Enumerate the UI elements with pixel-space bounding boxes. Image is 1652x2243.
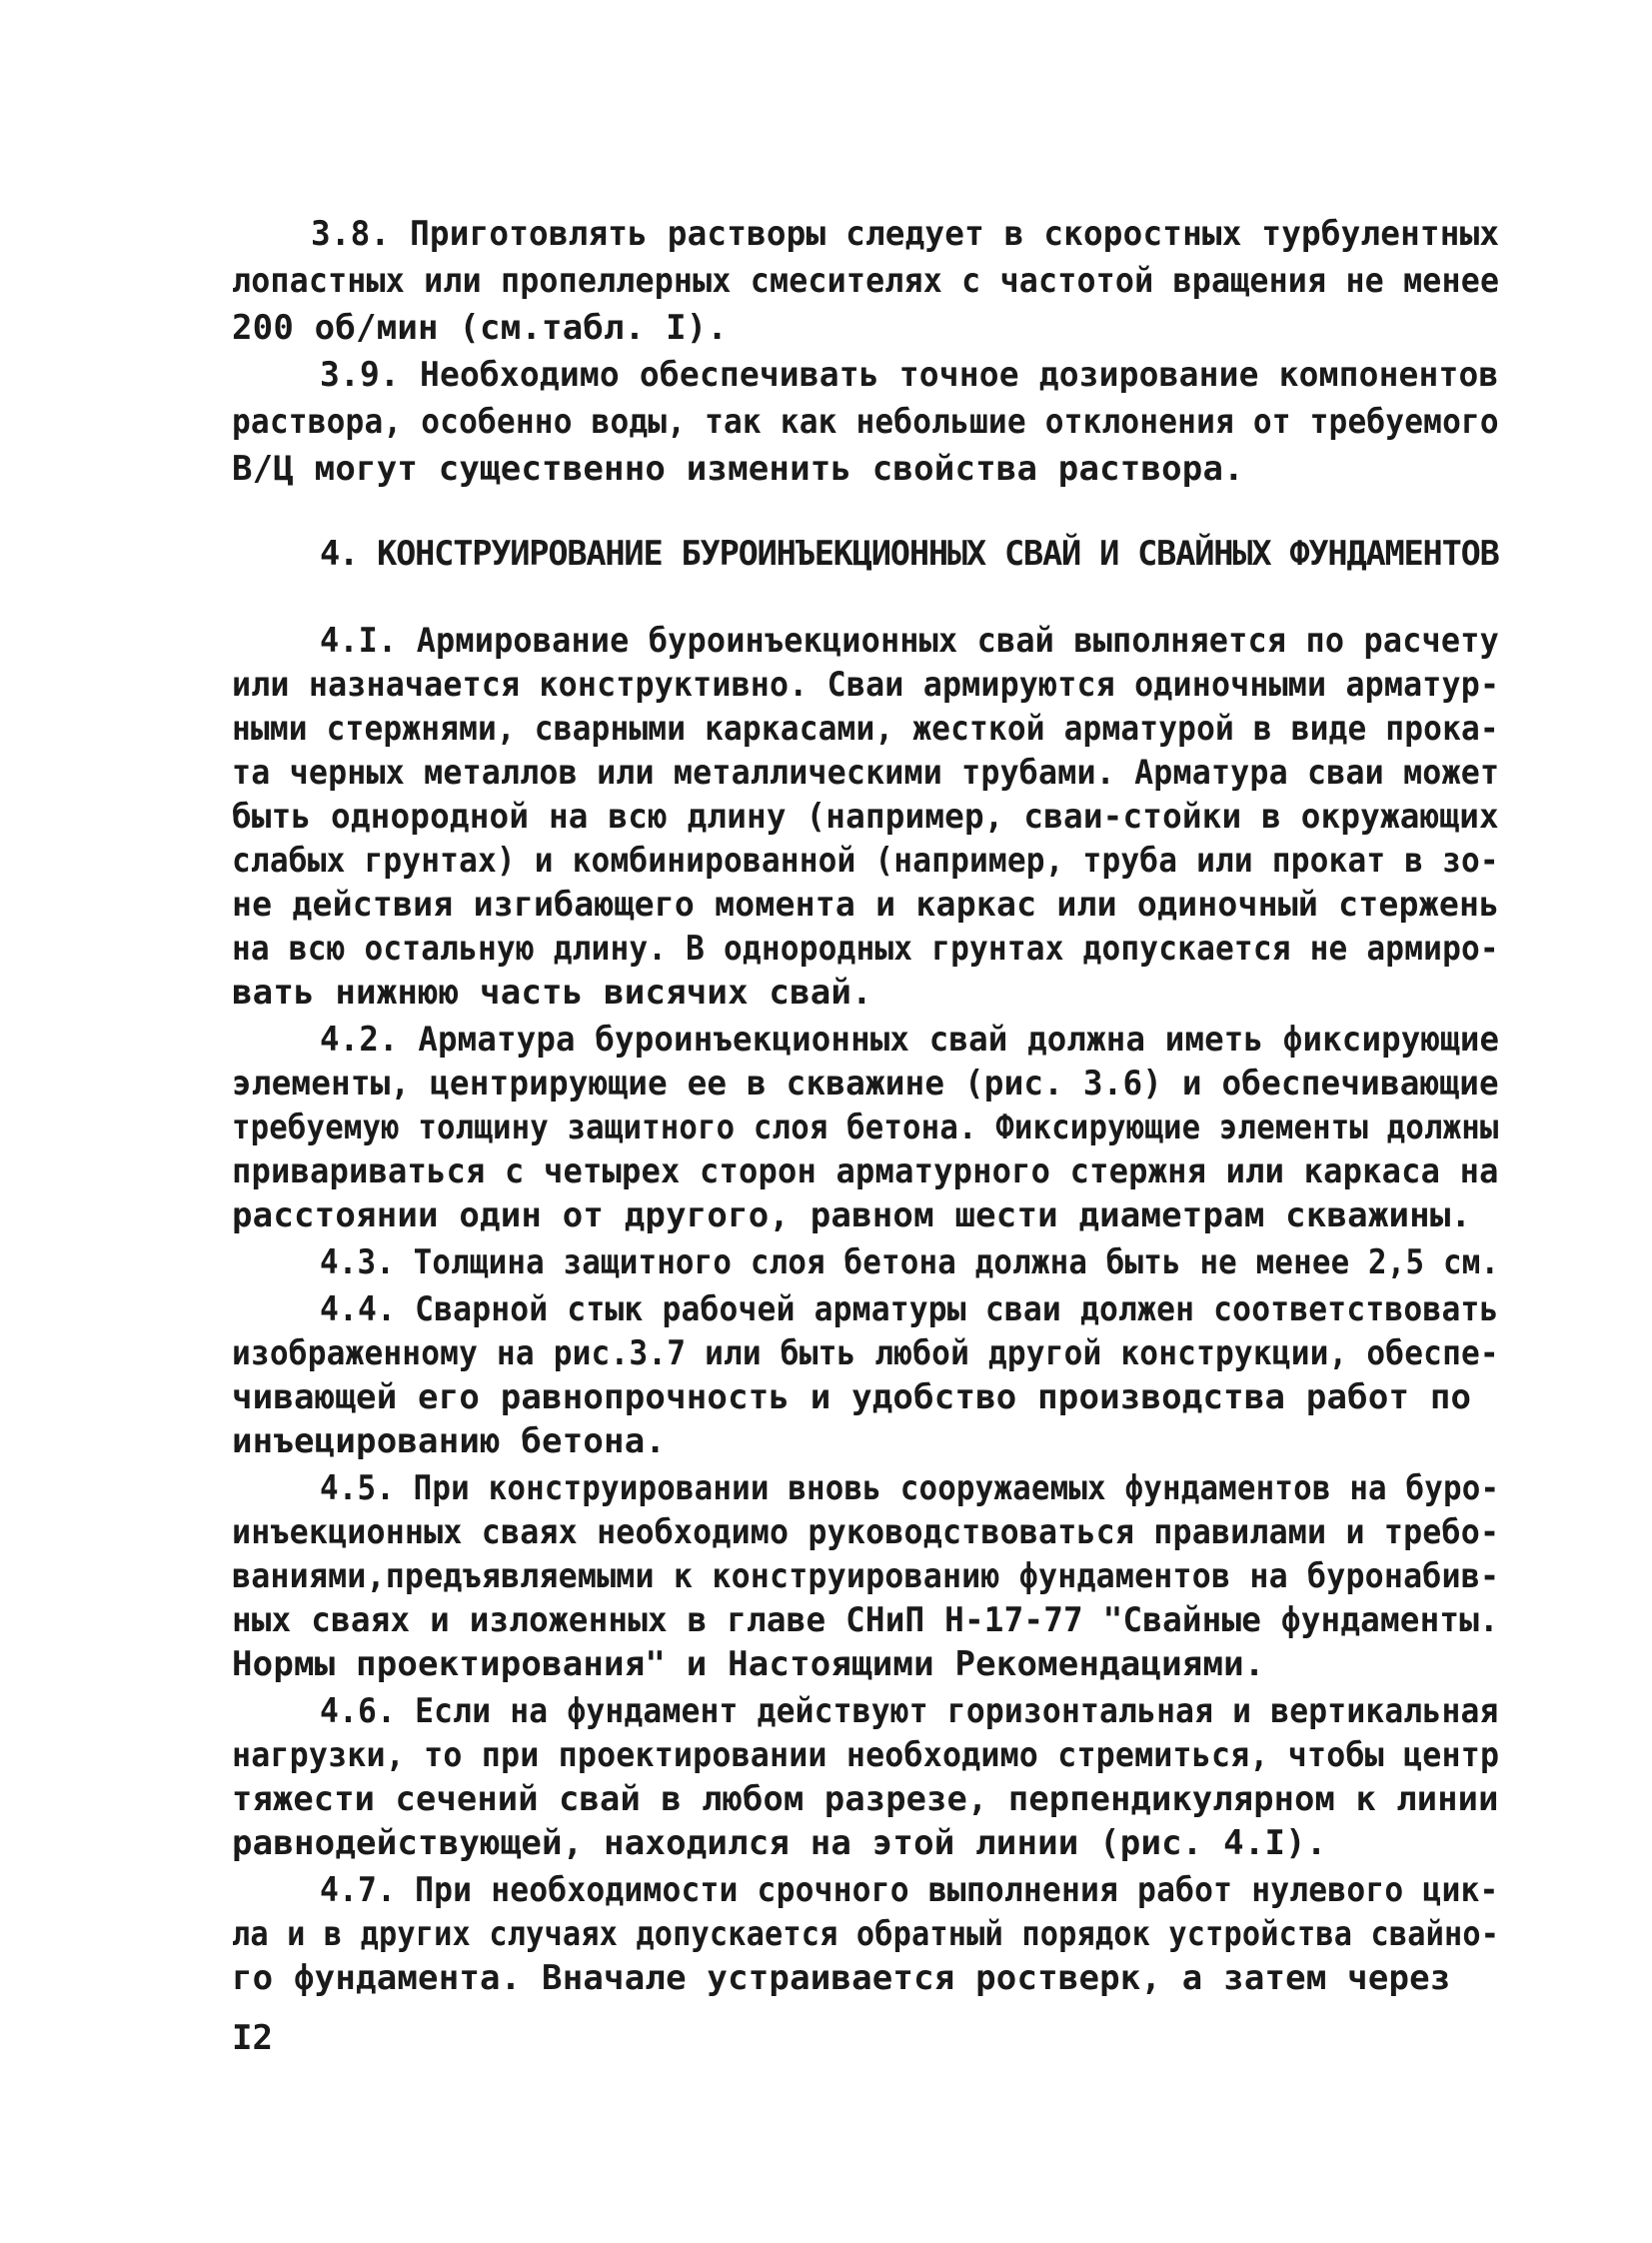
text-line: не действия изгибающего момента и каркас или одиночный стержень xyxy=(232,885,1500,925)
text-line: элементы, центрирующие ее в скважине (рис. 3.6) и обеспечивающие xyxy=(232,1064,1499,1104)
text-line: 4.4. Сварной стык рабочей арматуры сваи должен соответствовать xyxy=(320,1289,1499,1329)
text-line: инъецированию бетона. xyxy=(232,1421,667,1461)
text-line: расстоянии один от другого, равном шести диаметрам скважины. xyxy=(232,1195,1472,1235)
text-line: чивающей его равнопрочность и удобство производства работ по xyxy=(232,1377,1472,1417)
text-line: требуемую толщину защитного слоя бетона. Фиксирующие элементы должны xyxy=(232,1108,1499,1147)
text-line: раствора, особенно воды, так как небольшие отклонения от требуемого xyxy=(232,402,1499,442)
text-line: 3.8. Приготовлять растворы следует в скоростных турбулентных xyxy=(311,214,1500,254)
text-line: 200 об/мин (см.табл. I). xyxy=(232,308,729,348)
text-line: го фундамента. Вначале устраивается ростверк, а затем через xyxy=(232,1958,1451,1998)
text-line: 4.2. Арматура буроинъекционных свай должна иметь фиксирующие xyxy=(320,1020,1500,1060)
text-line: вать нижнюю часть висячих свай. xyxy=(232,973,872,1013)
text-line: ваниями,предъявляемыми к конструированию фундаментов на буронабив- xyxy=(232,1556,1500,1596)
text-line: инъекционных сваях необходимо руководствоваться правилами и требо- xyxy=(232,1512,1500,1552)
text-line: 3.9. Необходимо обеспечивать точное дозирование компонентов xyxy=(320,355,1499,395)
text-line: 4.I. Армирование буроинъекционных свай выполняется по расчету xyxy=(320,621,1499,661)
text-line: на всю остальную длину. В однородных грунтах допускается не армиро- xyxy=(232,929,1499,969)
text-line: 4.6. Если на фундамент действуют горизонтальная и вертикальная xyxy=(320,1691,1499,1731)
text-line: привариваться с четырех сторон арматурного стержня или каркаса на xyxy=(232,1151,1499,1191)
text-line: Нормы проектирования" и Настоящими Рекомендациями. xyxy=(232,1644,1265,1684)
text-line: изображенному на рис.3.7 или быть любой другой конструкции, обеспе- xyxy=(232,1333,1499,1373)
text-line: лопастных или пропеллерных смесителях с частотой вращения не менее xyxy=(232,261,1500,301)
text-line: ными стержнями, сварными каркасами, жесткой арматурой в виде прока- xyxy=(232,709,1499,749)
text-line: нагрузки, то при проектировании необходимо стремиться, чтобы центр xyxy=(232,1735,1500,1775)
text-line: равнодействующей, находился на этой линии (рис. 4.I). xyxy=(232,1823,1327,1863)
page-number: I2 xyxy=(232,2018,273,2058)
section-heading: 4. КОНСТРУИРОВАНИЕ БУРОИНЪЕКЦИОННЫХ СВАЙ И СВАЙНЫХ ФУНДАМЕНТОВ xyxy=(320,534,1499,574)
text-line: В/Ц могут существенно изменить свойства раствора. xyxy=(232,449,1244,489)
text-line: 4.3. Толщина защитного слоя бетона должна быть не менее 2,5 см. xyxy=(320,1242,1500,1282)
text-line: та черных металлов или металлическими трубами. Арматура сваи может xyxy=(232,753,1500,793)
text-line: ла и в других случаях допускается обратный порядок устройства свайно- xyxy=(232,1914,1500,1954)
text-line: тяжести сечений свай в любом разрезе, перпендикулярном к линии xyxy=(232,1779,1499,1819)
text-line: ных сваях и изложенных в главе СНиП Н-17-77 "Свайные фундаменты. xyxy=(232,1600,1499,1640)
text-line: или назначается конструктивно. Сваи армируются одиночными арматур- xyxy=(232,665,1500,705)
text-line: 4.7. При необходимости срочного выполнения работ нулевого цик- xyxy=(320,1870,1499,1910)
text-line: быть однородной на всю длину (например, сваи-стойки в окружающих xyxy=(232,797,1499,837)
text-line: 4.5. При конструировании вновь сооружаемых фундаментов на буро- xyxy=(320,1468,1500,1508)
text-line: слабых грунтах) и комбинированной (например, труба или прокат в зо- xyxy=(232,841,1499,881)
